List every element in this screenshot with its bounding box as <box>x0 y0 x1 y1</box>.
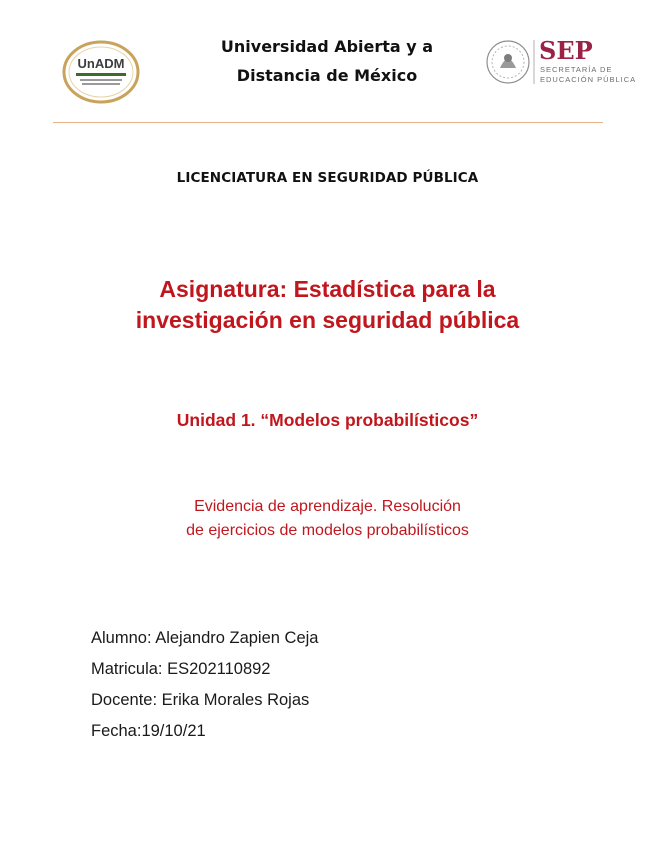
unit-title: Unidad 1. “Modelos probabilísticos” <box>176 410 479 430</box>
submission-date: Fecha:19/10/21 <box>91 722 206 740</box>
sep-acronym: SEP <box>539 36 593 65</box>
sep-subtitle-line-1: SECRETARÍA DE <box>540 65 613 74</box>
mexico-seal-icon <box>487 41 529 83</box>
subject-title-line-1: Asignatura: Estadística para la <box>159 276 496 302</box>
subject-title <box>0 274 655 336</box>
university-name-line-2: Distancia de México <box>236 66 418 85</box>
teacher-name: Docente: Erika Morales Rojas <box>91 691 310 709</box>
student-id: Matricula: ES202110892 <box>91 660 271 678</box>
unadm-logo-text: UnADM <box>77 56 125 71</box>
sep-logo <box>486 34 636 90</box>
student-info <box>91 627 318 751</box>
sep-subtitle-line-2: EDUCACIÓN PÚBLICA <box>540 75 636 84</box>
evidence-title <box>0 495 655 543</box>
header-divider <box>53 122 603 123</box>
unadm-logo <box>62 40 140 104</box>
university-name <box>190 32 464 90</box>
evidence-title-line-1: Evidencia de aprendizaje. Resolución <box>194 498 461 515</box>
degree-title: LICENCIATURA EN SEGURIDAD PÚBLICA <box>176 170 479 186</box>
university-name-line-1: Universidad Abierta y a <box>220 37 434 56</box>
evidence-title-line-2: de ejercicios de modelos probabilísticos <box>186 522 469 539</box>
subject-title-line-2: investigación en seguridad pública <box>135 307 520 333</box>
student-name: Alumno: Alejandro Zapien Ceja <box>91 629 319 647</box>
